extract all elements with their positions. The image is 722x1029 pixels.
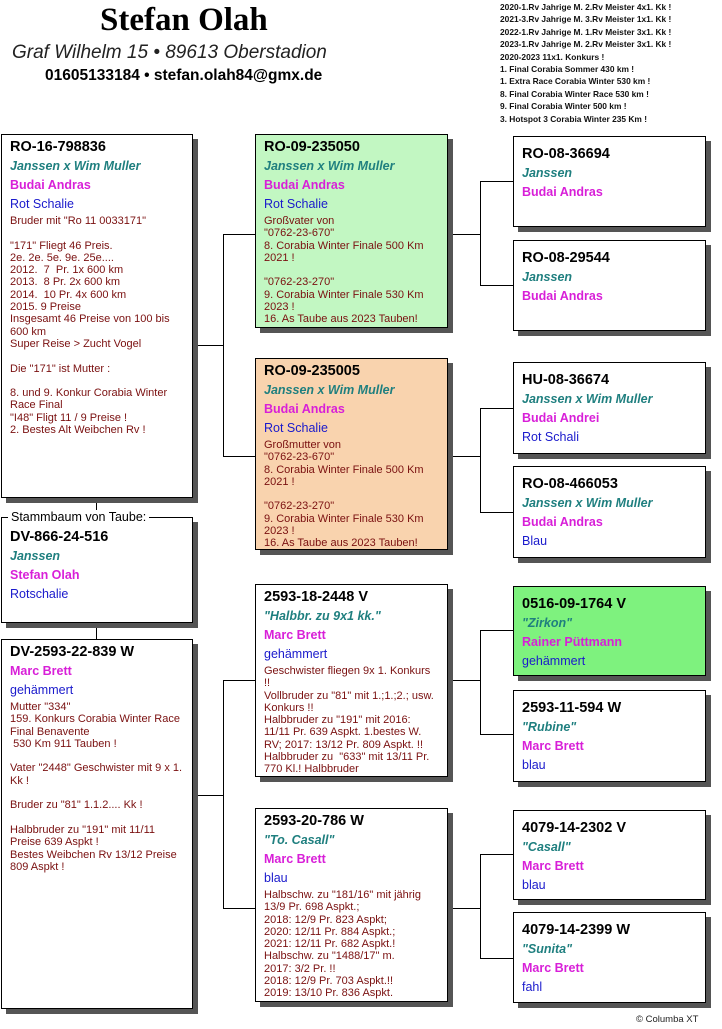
plumage-color: fahl: [522, 980, 543, 994]
stammbaum-label: Stammbaum von Taube:: [8, 510, 149, 524]
pedigree-notes: Großmutter von "0762-23-670" 8. Corabia Winter Finale 500 Km 2021 ! "0762-23-270" 9. Corabia Winter Finale 530 Km 2023 ! 16. As Taube aus 2023 Tauben!: [264, 439, 424, 550]
ring-number: RO-08-29544: [522, 250, 610, 266]
great-grandparent-card-mff[interactable]: [513, 586, 706, 676]
breeder: Budai Andras: [264, 402, 345, 416]
ring-number: RO-16-798836: [10, 139, 106, 155]
achievement-item: 2021-3.Rv Jahrige M. 3.Rv Meister 1x1. Kk !: [500, 14, 672, 25]
great-grandparent-card-mfm[interactable]: [513, 690, 706, 782]
breeder: Marc Brett: [522, 961, 584, 975]
plumage-color: Rot Schalie: [264, 421, 328, 435]
breeder: Budai Andras: [522, 289, 603, 303]
ring-number: 2593-18-2448 V: [264, 589, 368, 605]
maternal-grandfather-card[interactable]: [255, 584, 448, 777]
connector-line: [448, 234, 481, 235]
great-grandparent-card-fmm[interactable]: [513, 466, 706, 558]
strain: "To. Casall": [264, 833, 335, 847]
connector-line: [223, 234, 255, 235]
breeder: Stefan Olah: [10, 568, 80, 582]
great-grandparent-card-fff[interactable]: [513, 136, 706, 227]
ring-number: 4079-14-2302 V: [522, 820, 626, 836]
connector-line: [480, 854, 481, 958]
breeder: Marc Brett: [10, 664, 72, 678]
ring-number: RO-08-36694: [522, 146, 610, 162]
connector-line: [480, 285, 513, 286]
achievement-item: 3. Hotspot 3 Corabia Winter 235 Km !: [500, 113, 647, 124]
connector-line: [96, 622, 97, 640]
plumage-color: Rot Schalie: [10, 197, 74, 211]
connector-line: [448, 456, 481, 457]
plumage-color: Rot Schalie: [264, 197, 328, 211]
subject-card[interactable]: [1, 517, 193, 623]
achievement-item: 1. Final Corabia Sommer 430 km !: [500, 64, 635, 75]
pedigree-notes: Geschwister fliegen 9x 1. Konkurs !! Vollbruder zu "81" mit 1.;1.;2.; usw. Konkurs !! Halbbruder zu "191" mit 2016: 11/11 Pr. 639 Aspkt. 1.bestes W. RV; 2017: 13/12 Pr. 809 Aspkt. !! Halbbruder zu "633" mit 13/11 Pr. 770 Kl.! Halbbruder: [264, 665, 434, 776]
ring-number: HU-08-36674: [522, 372, 610, 388]
maternal-grandmother-card[interactable]: [255, 808, 448, 1002]
mother-card[interactable]: [1, 639, 193, 1009]
strain: "Rubine": [522, 720, 577, 734]
great-grandparent-card-ffm[interactable]: [513, 240, 706, 331]
strain: Janssen: [10, 549, 61, 563]
breeder: Marc Brett: [522, 739, 584, 753]
connector-line: [223, 908, 255, 909]
ring-number: 2593-11-594 W: [522, 700, 622, 716]
achievement-item: 2022-1.Rv Jahrige M. 1.Rv Meister 3x1. Kk !: [500, 26, 672, 37]
strain: Janssen x Wim Muller: [264, 383, 395, 397]
father-card[interactable]: [1, 134, 193, 498]
pedigree-notes: Großvater von "0762-23-670" 8. Corabia Winter Finale 500 Km 2021 ! "0762-23-270" 9. Corabia Winter Finale 530 Km 2023 ! 16. As Taube aus 2023 Tauben!: [264, 215, 424, 326]
great-grandparent-card-mmm[interactable]: [513, 912, 706, 1003]
breeder-address: Graf Wilhelm 15 • 89613 Oberstadion: [12, 42, 327, 63]
ring-number: RO-09-235005: [264, 363, 360, 379]
breeder: Budai Andras: [522, 185, 603, 199]
breeder-name: Stefan Olah: [100, 2, 268, 38]
breeder-contact: 01605133184 • stefan.olah84@gmx.de: [45, 67, 323, 84]
paternal-grandmother-card[interactable]: [255, 358, 448, 550]
footer-copyright: © Columba XT: [636, 1014, 699, 1025]
strain: Janssen x Wim Muller: [522, 496, 653, 510]
pedigree-notes: Halbschw. zu "181/16" mit jährig 13/9 Pr. 698 Aspkt.; 2018: 12/9 Pr. 823 Aspkt; 2020: 12/11 Pr. 884 Aspkt.; 2021: 12/11 Pr. 682 Aspkt.! Halbschw. zu "1488/17" m. 2017: 3/2 Pr. !! 2018: 12/9 Pr. 703 Aspkt.!! 2019: 13/10 Pr. 836 Aspkt.: [264, 889, 421, 1000]
ring-number: DV-2593-22-839 W: [10, 644, 135, 660]
achievement-item: 2020-2023 11x1. Konkurs !: [500, 51, 605, 62]
achievement-item: 8. Final Corabia Winter Race 530 km !: [500, 88, 649, 99]
breeder: Budai Andras: [10, 178, 91, 192]
connector-line: [480, 630, 513, 631]
plumage-color: Rot Schali: [522, 430, 579, 444]
connector-line: [480, 181, 481, 285]
plumage-color: gehämmert: [522, 654, 586, 668]
strain: Janssen: [522, 166, 573, 180]
achievement-item: 2020-1.Rv Jahrige M. 2.Rv Meister 4x1. Kk !: [500, 2, 672, 12]
pedigree-notes: Mutter "334" 159. Konkurs Corabia Winter Race Final Benavente 530 Km 911 Tauben ! Vater "2448" Geschwister mit 9 x 1. Kk ! Bruder zu "81" 1.1.2.... Kk ! Halbbruder zu "191" mit 11/11 Preise 639 Aspkt ! Bestes Weibchen Rv 13/12 Preise 809 Aspkt !: [10, 701, 183, 873]
breeder: Budai Andrei: [522, 411, 600, 425]
connector-line: [223, 680, 255, 681]
connector-line: [192, 345, 224, 346]
connector-line: [480, 734, 513, 735]
connector-line: [480, 408, 481, 512]
plumage-color: gehämmert: [264, 647, 328, 661]
plumage-color: gehämmert: [10, 683, 74, 697]
connector-line: [223, 234, 224, 456]
ring-number: 2593-20-786 W: [264, 813, 364, 829]
connector-line: [480, 408, 513, 409]
strain: Janssen x Wim Muller: [522, 392, 653, 406]
strain: "Zirkon": [522, 616, 573, 630]
great-grandparent-card-mmf[interactable]: [513, 810, 706, 900]
strain: Janssen x Wim Muller: [264, 159, 395, 173]
breeder: Marc Brett: [522, 859, 584, 873]
connector-line: [223, 456, 255, 457]
connector-line: [480, 958, 513, 959]
breeder: Budai Andras: [264, 178, 345, 192]
achievement-item: 9. Final Corabia Winter 500 km !: [500, 101, 627, 112]
plumage-color: Rotschalie: [10, 587, 69, 601]
ring-number: RO-09-235050: [264, 139, 360, 155]
great-grandparent-card-fmf[interactable]: [513, 362, 706, 454]
plumage-color: Blau: [522, 534, 548, 548]
connector-line: [480, 181, 513, 182]
plumage-color: blau: [522, 758, 546, 772]
ring-number: DV-866-24-516: [10, 529, 109, 545]
pedigree-notes: Bruder mit "Ro 11 0033171" "171" Fliegt 46 Preis. 2e. 2e. 5e. 9e. 25e.... 2012. 7 Pr. 1x 600 km 2013. 8 Pr. 2x 600 km 2014. 10 Pr. 4x 600 km 2015. 9 Preise Insgesamt 46 Preise von 100 bis 600 km Super Reise > Zucht Vogel Die "171" ist Mutter : 8. und 9. Konkur Corabia Winter Race Final "I48" Fligt 11 / 9 Preise ! 2. Bestes Alt Weibchen Rv !: [10, 215, 170, 437]
strain: "Halbbr. zu 9x1 kk.": [264, 609, 381, 623]
connector-line: [480, 854, 513, 855]
breeder: Marc Brett: [264, 628, 326, 642]
plumage-color: blau: [522, 878, 546, 892]
plumage-color: blau: [264, 871, 288, 885]
connector-line: [223, 680, 224, 908]
ring-number: 4079-14-2399 W: [522, 922, 631, 938]
strain: Janssen x Wim Muller: [10, 159, 141, 173]
connector-line: [480, 630, 481, 734]
connector-line: [480, 512, 513, 513]
breeder: Rainer Püttmann: [522, 635, 623, 649]
connector-line: [448, 908, 481, 909]
strain: "Casall": [522, 840, 571, 854]
achievement-item: 1. Extra Race Corabia Winter 530 km !: [500, 76, 651, 87]
breeder: Budai Andras: [522, 515, 603, 529]
ring-number: 0516-09-1764 V: [522, 596, 626, 612]
ring-number: RO-08-466053: [522, 476, 618, 492]
breeder: Marc Brett: [264, 852, 326, 866]
achievement-item: 2023-1.Rv Jahrige M. 2.Rv Meister 3x1. Kk !: [500, 39, 672, 50]
paternal-grandfather-card[interactable]: [255, 134, 448, 328]
connector-line: [448, 680, 481, 681]
strain: "Sunita": [522, 942, 573, 956]
strain: Janssen: [522, 270, 573, 284]
connector-line: [192, 795, 224, 796]
achievements-list: [500, 1, 671, 125]
